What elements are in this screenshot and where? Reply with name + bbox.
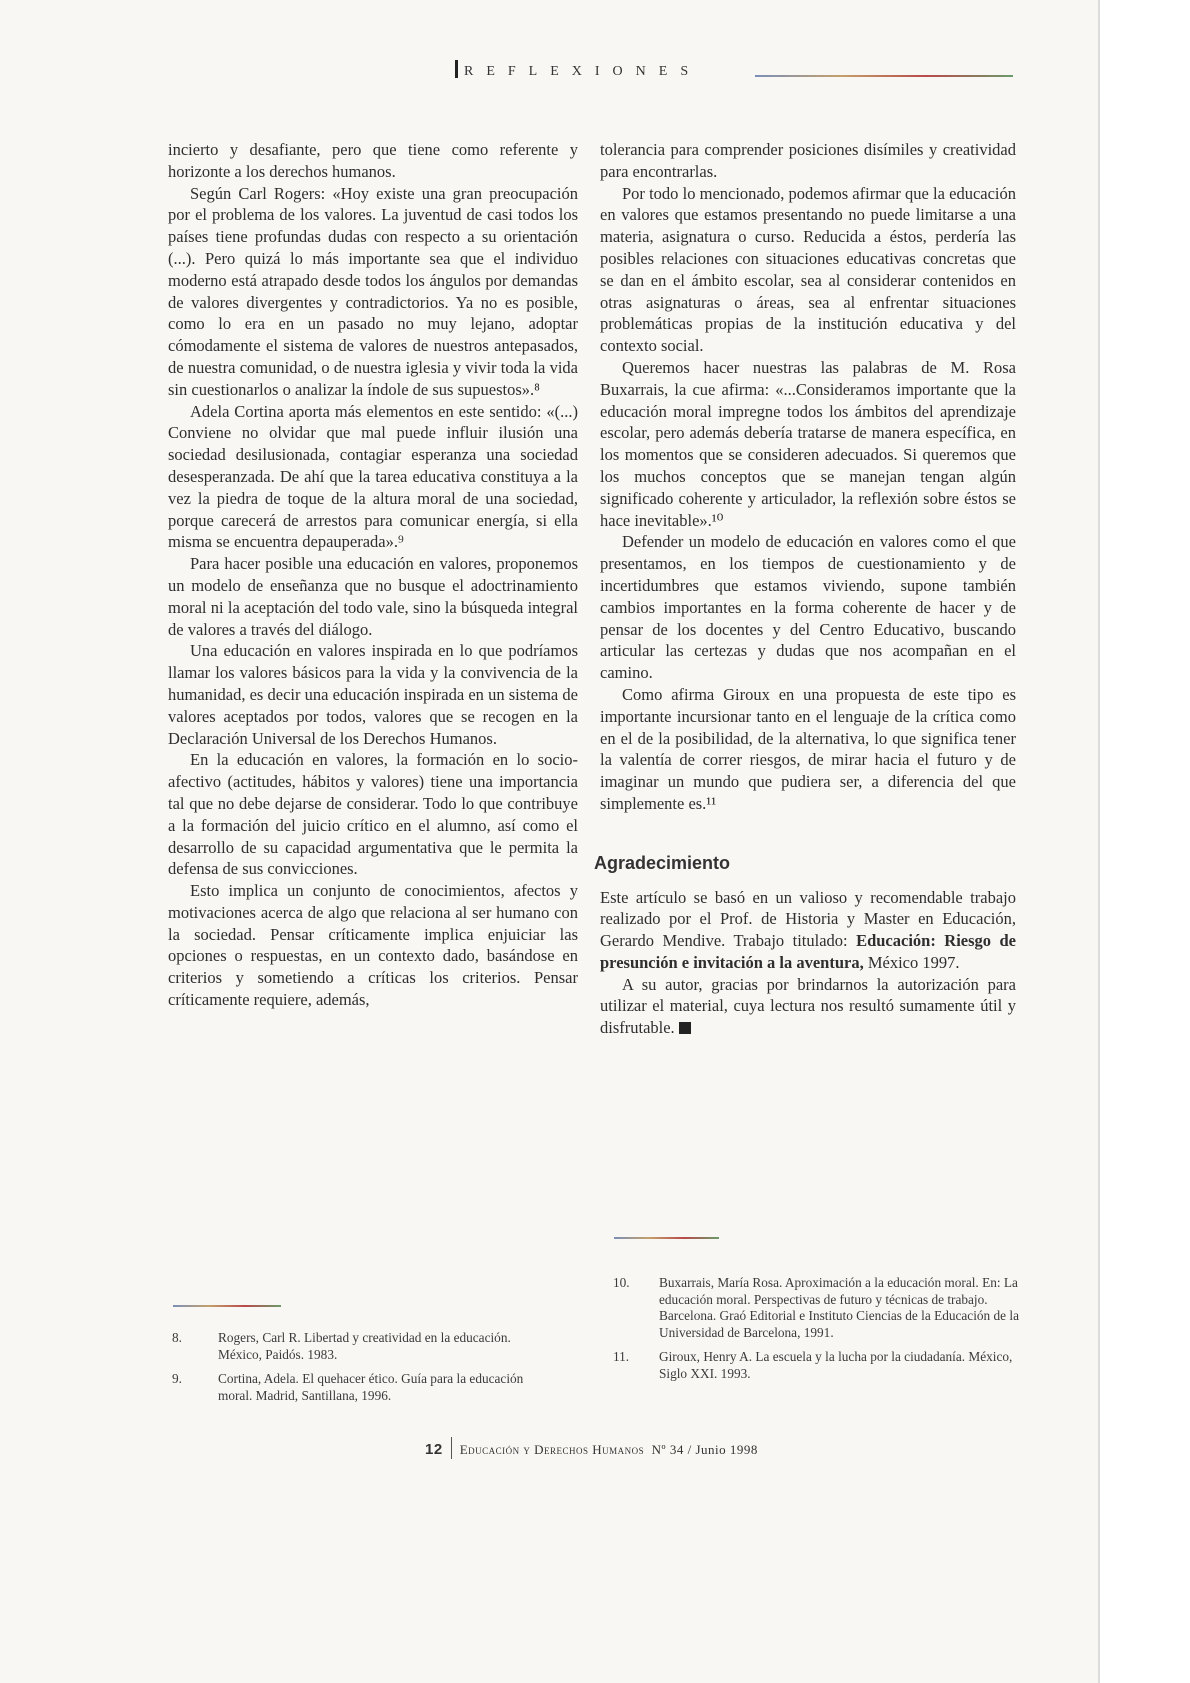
left-column <box>168 139 578 1011</box>
paragraph: Como afirma Giroux en una propuesta de este tipo es importante incursionar tanto en el lenguaje de la crítica como en el de la posibilidad, de la alternativa, lo que significa tener la valentía de correr riesgos, de mirar hacia el futuro y de imaginar un mundo que pudiera ser, a diferencia del que simplemente es.¹¹ <box>600 684 1016 813</box>
paragraph: Por todo lo mencionado, podemos afirmar que la educación en valores que estamos presentando no puede limitarse a una materia, asignatura o curso. Reducida a éstos, perdería las posibles relaciones con situaciones educativas concretas que se dan en el ámbito escolar, sea al considerar contenidos en otras asignaturas o áreas, sea al enfrentar situaciones problemáticas propias de la institución educativa y del contexto social. <box>600 183 1016 356</box>
footnote-11 <box>613 1349 1023 1382</box>
paragraph: Una educación en valores inspirada en lo que podríamos llamar los valores básicos para la vida y la convivencia de la humanidad, es decir una educación inspirada en un sistema de valores aceptados por todos, valores que se recogen en la Declaración Universal de los Derechos Humanos. <box>168 641 578 748</box>
issue-info: Nº 34 / Junio 1998 <box>651 1442 758 1457</box>
footnote-text: Buxarrais, María Rosa. Aproximación a la educación moral. En: La educación moral. Perspectivas de futuro y técnicas de trabajo. Barcelona. Graó Editorial e Instituto Ciencias de la Educación de la Universidad de Barcelona, 1991. <box>659 1275 1019 1340</box>
footer-separator <box>451 1437 452 1459</box>
page-edge <box>1098 0 1100 1683</box>
footnote-rule-left <box>173 1305 281 1307</box>
paragraph: Según Carl Rogers: «Hoy existe una gran preocupación por el problema de los valores. La juventud de casi todos los países tiene profundas dudas con respecto a su orientación (...). Pero quizá lo más importante sea que el individuo moderno está atrapado desde todos los ángulos por demandas de valores divergentes y contradictorios. Ya no es posible, como lo era en un pasado no muy lejano, adoptar cómodamente el sistema de valores de nuestros antepasados, de nuestra comunidad, o de nuestra iglesia y vivir toda la vida sin cuestionarlos o analizar la índole de sus supuestos».⁸ <box>168 183 578 399</box>
footnote-10 <box>613 1275 1023 1341</box>
paragraph: tolerancia para comprender posiciones disímiles y creatividad para encontrarlas. <box>600 140 1016 181</box>
journal-title: Educación y Derechos Humanos <box>459 1442 645 1457</box>
acknowledgement-text: Este artículo se basó en un valioso y recomendable trabajo realizado por el Prof. de Historia y Master en Educación, Gerardo Mendive. Trabajo titulado: <box>600 887 1016 951</box>
running-head-text: REFLEXIONES <box>464 64 702 79</box>
acknowledgement-text-end: México 1997. <box>863 952 960 972</box>
running-head-rule <box>755 75 1013 77</box>
footnote-text: Giroux, Henry A. La escuela y la lucha por la ciudadanía. México, Siglo XXI. 1993. <box>659 1349 1013 1381</box>
footnote-number: 9. <box>172 1371 182 1387</box>
paragraph: Queremos hacer nuestras las palabras de M. Rosa Buxarrais, la cue afirma: «...Consideramos importante que la educación moral impregne todos los ámbitos del aprendizaje escolar, pero además debería tratarse de manera específica, en los momentos que se consideren adecuados. Si queremos que los muchos conceptos que se manejan tengan algún significado coherente y articulador, la reflexión sobre éstos se hace inevitable».¹⁰ <box>600 357 1016 530</box>
footnote-number: 10. <box>613 1275 630 1290</box>
footnote-rule-right <box>614 1237 719 1239</box>
paragraph: En la educación en valores, la formación en lo socio-afectivo (actitudes, hábitos y valores) tiene una importancia tal que no debe dejarse de considerar. Todo lo que contribuye a la formación del juicio crítico en el alumno, así como el desarrollo de su capacidad argumentativa que le permita la defensa de sus convicciones. <box>168 750 578 879</box>
paragraph: Adela Cortina aporta más elementos en este sentido: «(...) Conviene no olvidar que mal puede influir ilusión una sociedad desilusionada, contagiar esperanza una sociedad desesperanzada. De ahí que la tarea educativa constituya a la vez la piedra de toque de la altura moral de una sociedad, porque carecerá de arrestos para comunicar energía, si ella misma se encuentra depauperada».⁹ <box>168 401 578 552</box>
paragraph: Defender un modelo de educación en valores como el que presentamos, en los tiempos de cuestionamiento y de incertidumbres que estamos viviendo, supone también cambios importantes en la forma coherente de hacer y de pensar de los docentes y del Centro Educativo, buscando articular las certezas y dudas que nos acompañan en el camino. <box>600 532 1016 683</box>
acknowledgement-paragraph-2 <box>600 974 1016 1039</box>
footnote-text: Rogers, Carl R. Libertad y creatividad en la educación. México, Paidós. 1983. <box>218 1330 511 1362</box>
footnote-8 <box>172 1330 552 1363</box>
running-head <box>455 60 1015 90</box>
page-footer <box>425 1437 985 1459</box>
acknowledgement-thanks: A su autor, gracias por brindarnos la autorización para utilizar el material, cuya lectura nos resultó sumamente útil y disfrutable. <box>600 974 1016 1038</box>
work-title: Educación: Riesgo de presunción e invitación a la aventura, <box>600 931 1016 972</box>
running-head-bar <box>455 60 458 78</box>
footnote-number: 11. <box>613 1349 630 1365</box>
footnote-number: 8. <box>172 1330 182 1345</box>
footnotes-right <box>613 1275 1023 1391</box>
footnote-9 <box>172 1371 552 1404</box>
section-heading-agradecimiento: Agradecimiento <box>594 852 731 873</box>
acknowledgement-paragraph <box>600 887 1016 974</box>
footnote-text: Cortina, Adela. El quehacer ético. Guía para la educación moral. Madrid, Santillana, 1996. <box>218 1371 524 1403</box>
paragraph: Para hacer posible una educación en valores, proponemos un modelo de enseñanza que no busque el adoctrinamiento moral ni la aceptación del todo vale, sino la búsqueda integral de valores a través del diálogo. <box>168 554 578 639</box>
page-number: 12 <box>425 1441 443 1458</box>
footnotes-left <box>172 1330 552 1412</box>
paragraph: incierto y desafiante, pero que tiene como referente y horizonte a los derechos humanos. <box>168 140 578 181</box>
paragraph: Esto implica un conjunto de conocimientos, afectos y motivaciones acerca de algo que relaciona al ser humano con la sociedad. Pensar críticamente implica enjuiciar las opciones o respuestas, en un contexto dado, basándose en criterios y sometiendo a críticas los criterios. Pensar críticamente requiere, además, <box>168 881 578 1010</box>
right-column <box>594 139 1016 1039</box>
end-of-article-mark <box>679 1022 691 1034</box>
